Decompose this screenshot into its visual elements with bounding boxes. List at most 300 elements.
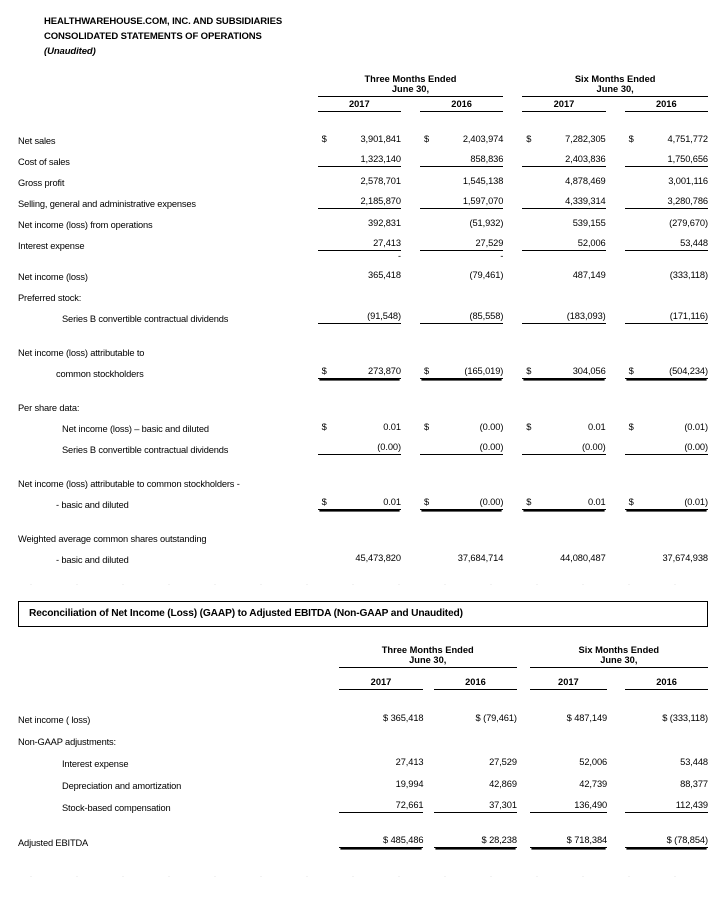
value-cell bbox=[522, 434, 605, 455]
row-label: Interest expense bbox=[18, 241, 85, 251]
column-header-year bbox=[530, 668, 607, 690]
header-gap bbox=[503, 74, 522, 84]
header-spacer bbox=[18, 74, 318, 84]
column-gap bbox=[503, 251, 522, 261]
value-cell bbox=[434, 703, 517, 725]
value-cell bbox=[530, 725, 607, 747]
row-spacer bbox=[18, 510, 708, 523]
value-text: 1,750,656 bbox=[667, 154, 708, 164]
column-header-year bbox=[522, 97, 605, 112]
value-text: (0.00) bbox=[684, 442, 708, 452]
currency-symbol: $ bbox=[628, 366, 634, 376]
value-box bbox=[318, 270, 401, 282]
column-gap bbox=[401, 251, 420, 261]
value-box bbox=[318, 134, 401, 146]
row-label: Series B convertible contractual dividends bbox=[62, 445, 229, 455]
column-gap bbox=[401, 358, 420, 379]
row-label: Net income (loss) attributable to bbox=[18, 348, 145, 358]
value-text: (0.01) bbox=[684, 497, 708, 507]
column-gap bbox=[606, 468, 625, 489]
audit-status: (Unaudited) bbox=[44, 46, 96, 57]
value-box bbox=[318, 154, 401, 167]
row-label: Interest expense bbox=[62, 759, 129, 769]
value-cell bbox=[318, 261, 401, 282]
value-text: 0.01 bbox=[587, 422, 606, 432]
column-gap bbox=[401, 209, 420, 230]
column-gap bbox=[503, 230, 522, 251]
column-gap bbox=[606, 282, 625, 303]
column-gap bbox=[606, 303, 625, 324]
value-text: 7,282,305 bbox=[565, 134, 606, 144]
value-text: (78,854) bbox=[674, 835, 708, 845]
value-text: 2,403,974 bbox=[462, 134, 504, 144]
value-cell bbox=[420, 392, 503, 413]
value-text: 52,006 bbox=[579, 757, 608, 767]
column-gap bbox=[606, 167, 625, 188]
value-text: (0.00) bbox=[479, 442, 504, 452]
value-box bbox=[420, 311, 503, 324]
value-cell bbox=[420, 282, 503, 303]
value-cell bbox=[420, 209, 503, 230]
value-cell bbox=[625, 523, 708, 544]
value-text: 45,473,820 bbox=[355, 553, 401, 563]
column-gap bbox=[503, 188, 522, 209]
header-gap bbox=[517, 668, 530, 690]
value-text: 2,185,870 bbox=[360, 196, 401, 206]
value-cell bbox=[318, 146, 401, 167]
value-text: 53,448 bbox=[680, 757, 708, 767]
column-header-year bbox=[318, 97, 401, 112]
header-spacer bbox=[18, 84, 318, 97]
value-box bbox=[420, 154, 503, 167]
value-cell bbox=[420, 167, 503, 188]
row-label: Net income (loss) – basic and diluted bbox=[62, 424, 209, 434]
value-box bbox=[318, 497, 401, 510]
value-text: 27,529 bbox=[475, 238, 504, 248]
currency-symbol: $ bbox=[662, 713, 668, 723]
column-gap bbox=[607, 769, 625, 791]
value-cell bbox=[522, 230, 605, 251]
column-gap bbox=[401, 544, 420, 565]
value-cell bbox=[420, 337, 503, 358]
value-cell bbox=[625, 337, 708, 358]
value-text: 392,831 bbox=[368, 218, 401, 228]
value-cell bbox=[420, 125, 503, 146]
column-group-period-label: June 30, bbox=[530, 655, 708, 668]
currency-symbol: $ bbox=[423, 366, 430, 376]
value-box bbox=[434, 835, 517, 848]
value-cell bbox=[420, 303, 503, 324]
value-text: 19,994 bbox=[395, 779, 424, 789]
value-text: 2,578,701 bbox=[360, 176, 401, 186]
value-cell bbox=[420, 358, 503, 379]
value-text: 3,901,841 bbox=[360, 134, 401, 144]
value-box bbox=[318, 442, 401, 455]
column-gap bbox=[503, 282, 522, 303]
column-header-year-label: 2017 bbox=[339, 677, 424, 690]
currency-symbol: $ bbox=[475, 713, 481, 723]
dash-marker: - bbox=[397, 251, 401, 261]
column-gap bbox=[606, 413, 625, 434]
column-gap bbox=[606, 146, 625, 167]
value-box bbox=[625, 176, 708, 188]
value-box bbox=[522, 176, 605, 188]
value-text: (504,234) bbox=[669, 366, 708, 376]
value-box bbox=[625, 497, 708, 510]
currency-symbol: $ bbox=[423, 497, 430, 507]
value-box bbox=[420, 366, 503, 379]
value-box bbox=[420, 553, 503, 565]
value-cell bbox=[420, 188, 503, 209]
row-label: Net income (loss) attributable to common stockholders - bbox=[18, 479, 240, 489]
value-box bbox=[625, 238, 708, 251]
value-box bbox=[434, 779, 517, 791]
value-text: (171,116) bbox=[669, 311, 708, 321]
column-gap bbox=[503, 167, 522, 188]
column-group-three-months: Three Months Ended bbox=[381, 645, 474, 655]
value-cell bbox=[625, 282, 708, 303]
currency-symbol: $ bbox=[526, 422, 532, 432]
currency-symbol: $ bbox=[383, 713, 389, 723]
reconciliation-banner-title: Reconciliation of Net Income (Loss) (GAAP) to Adjusted EBITDA (Non-GAAP and Unaudited) bbox=[29, 608, 463, 619]
row-spacer bbox=[18, 112, 708, 125]
value-cell bbox=[420, 468, 503, 489]
value-box bbox=[530, 800, 607, 813]
value-box bbox=[522, 311, 605, 324]
column-gap bbox=[423, 826, 434, 848]
value-cell bbox=[522, 544, 605, 565]
value-cell bbox=[318, 523, 401, 544]
value-text: (0.00) bbox=[581, 442, 606, 452]
value-box bbox=[318, 553, 401, 565]
value-cell bbox=[318, 303, 401, 324]
column-group-six-months: Six Months Ended bbox=[578, 645, 660, 655]
value-box bbox=[625, 553, 708, 565]
value-text: 4,339,314 bbox=[565, 196, 606, 206]
column-group-six-months-period bbox=[530, 655, 708, 668]
column-group-six-months: Six Months Ended bbox=[574, 74, 656, 84]
statement-title: CONSOLIDATED STATEMENTS OF OPERATIONS bbox=[44, 31, 262, 42]
value-cell bbox=[522, 413, 605, 434]
value-text: 2,403,836 bbox=[565, 154, 606, 164]
value-box bbox=[625, 366, 708, 379]
column-gap bbox=[606, 125, 625, 146]
value-cell bbox=[522, 489, 605, 510]
column-gap bbox=[401, 468, 420, 489]
column-gap bbox=[401, 146, 420, 167]
value-box bbox=[530, 835, 607, 848]
value-box bbox=[625, 422, 708, 434]
value-cell bbox=[522, 146, 605, 167]
value-box bbox=[420, 422, 503, 434]
column-gap bbox=[401, 523, 420, 544]
value-box bbox=[318, 366, 401, 379]
value-text: 37,674,938 bbox=[662, 553, 708, 563]
value-cell bbox=[625, 392, 708, 413]
row-label: Net income ( loss) bbox=[18, 715, 91, 725]
value-cell bbox=[420, 489, 503, 510]
column-gap bbox=[606, 523, 625, 544]
value-cell bbox=[318, 392, 401, 413]
row-label: Per share data: bbox=[18, 403, 80, 413]
value-cell bbox=[522, 125, 605, 146]
column-gap bbox=[423, 769, 434, 791]
value-cell bbox=[339, 769, 424, 791]
row-label: Net sales bbox=[18, 136, 56, 146]
value-box bbox=[625, 835, 708, 848]
value-box bbox=[625, 154, 708, 167]
value-text: (79,461) bbox=[483, 713, 517, 723]
value-box bbox=[420, 442, 503, 455]
dash-marker bbox=[625, 251, 708, 261]
value-box bbox=[339, 779, 424, 791]
value-cell bbox=[522, 523, 605, 544]
value-text: (0.01) bbox=[684, 422, 708, 432]
column-group-period-label: June 30, bbox=[318, 84, 504, 97]
value-cell bbox=[420, 230, 503, 251]
value-text: 1,323,140 bbox=[360, 154, 401, 164]
value-text: 304,056 bbox=[572, 366, 606, 376]
value-text: 0.01 bbox=[587, 497, 606, 507]
row-label: Depreciation and amortization bbox=[62, 781, 182, 791]
value-cell bbox=[625, 125, 708, 146]
value-cell bbox=[318, 167, 401, 188]
value-cell bbox=[339, 725, 424, 747]
value-box bbox=[625, 196, 708, 209]
value-box bbox=[339, 757, 424, 769]
value-cell bbox=[625, 489, 708, 510]
value-text: 42,869 bbox=[489, 779, 517, 789]
column-gap bbox=[607, 791, 625, 813]
row-label: - basic and diluted bbox=[56, 500, 129, 510]
column-header-year bbox=[625, 668, 708, 690]
column-gap bbox=[401, 230, 420, 251]
value-cell bbox=[420, 261, 503, 282]
column-gap bbox=[503, 523, 522, 544]
value-box bbox=[420, 218, 503, 230]
value-text: 27,413 bbox=[395, 757, 424, 767]
scan-artifact-divider bbox=[30, 876, 690, 877]
value-text: 37,301 bbox=[489, 800, 517, 810]
column-gap bbox=[606, 251, 625, 261]
column-gap bbox=[401, 303, 420, 324]
column-gap bbox=[423, 703, 434, 725]
column-header-year-label: 2016 bbox=[625, 677, 708, 690]
header-gap bbox=[401, 97, 420, 112]
column-gap bbox=[401, 489, 420, 510]
value-text: 3,001,116 bbox=[668, 176, 708, 186]
column-header-year bbox=[434, 668, 517, 690]
value-box bbox=[420, 238, 503, 251]
value-box bbox=[625, 311, 708, 324]
value-box bbox=[434, 757, 517, 769]
value-text: 1,545,138 bbox=[462, 176, 504, 186]
value-cell bbox=[434, 791, 517, 813]
value-text: 27,529 bbox=[489, 757, 517, 767]
currency-symbol: $ bbox=[481, 835, 487, 845]
row-label: Weighted average common shares outstanding bbox=[18, 534, 207, 544]
value-cell bbox=[434, 747, 517, 769]
value-cell bbox=[318, 434, 401, 455]
column-gap bbox=[401, 261, 420, 282]
value-text: (333,118) bbox=[669, 270, 708, 280]
value-text: (85,558) bbox=[469, 311, 504, 321]
value-text: 858,836 bbox=[470, 154, 504, 164]
column-header-year bbox=[339, 668, 424, 690]
value-cell bbox=[625, 209, 708, 230]
value-cell bbox=[625, 188, 708, 209]
column-gap bbox=[606, 209, 625, 230]
value-text: 53,448 bbox=[680, 238, 708, 248]
value-cell bbox=[318, 337, 401, 358]
value-box bbox=[318, 218, 401, 230]
header-gap bbox=[607, 668, 625, 690]
value-cell bbox=[434, 826, 517, 848]
scan-artifact-divider bbox=[30, 584, 690, 585]
column-gap bbox=[607, 826, 625, 848]
value-text: 4,878,469 bbox=[565, 176, 606, 186]
row-label: - basic and diluted bbox=[56, 555, 129, 565]
column-gap bbox=[423, 791, 434, 813]
value-box bbox=[522, 154, 605, 167]
dash-marker bbox=[522, 251, 605, 261]
value-box bbox=[522, 270, 605, 282]
value-cell bbox=[522, 209, 605, 230]
value-cell bbox=[530, 769, 607, 791]
value-box bbox=[318, 422, 401, 434]
value-text: (79,461) bbox=[469, 270, 504, 280]
header-gap bbox=[517, 655, 530, 668]
value-cell bbox=[625, 769, 708, 791]
column-gap bbox=[517, 703, 530, 725]
adjusted-ebitda-table bbox=[18, 645, 708, 848]
currency-symbol: $ bbox=[383, 835, 389, 845]
row-label: common stockholders bbox=[56, 369, 144, 379]
value-text: 487,149 bbox=[574, 713, 608, 723]
value-cell bbox=[420, 434, 503, 455]
column-gap bbox=[517, 725, 530, 747]
column-gap bbox=[423, 725, 434, 747]
value-box bbox=[530, 713, 607, 725]
column-gap bbox=[607, 747, 625, 769]
value-cell bbox=[318, 282, 401, 303]
company-name: HEALTHWAREHOUSE.COM, INC. AND SUBSIDIARIES bbox=[44, 16, 283, 27]
column-group-three-months: Three Months Ended bbox=[364, 74, 457, 84]
value-cell bbox=[434, 769, 517, 791]
column-gap bbox=[503, 413, 522, 434]
value-cell bbox=[625, 747, 708, 769]
value-cell bbox=[522, 261, 605, 282]
value-text: (183,093) bbox=[566, 311, 606, 321]
column-group-six-months-period bbox=[522, 84, 708, 97]
column-gap bbox=[503, 358, 522, 379]
value-cell bbox=[318, 358, 401, 379]
value-text: (91,548) bbox=[367, 311, 401, 321]
value-cell bbox=[625, 303, 708, 324]
currency-symbol: $ bbox=[566, 713, 572, 723]
column-gap bbox=[606, 337, 625, 358]
row-spacer bbox=[18, 251, 318, 261]
value-cell bbox=[318, 125, 401, 146]
row-label: Adjusted EBITDA bbox=[18, 838, 89, 848]
value-box bbox=[420, 176, 503, 188]
value-cell bbox=[530, 747, 607, 769]
row-label: Gross profit bbox=[18, 178, 65, 188]
value-cell bbox=[318, 489, 401, 510]
currency-symbol: $ bbox=[423, 422, 430, 432]
value-box bbox=[625, 800, 708, 813]
column-header-year-label: 2017 bbox=[318, 99, 401, 112]
value-text: 365,418 bbox=[368, 270, 401, 280]
document-heading bbox=[44, 14, 282, 59]
column-header-year bbox=[625, 97, 708, 112]
value-cell bbox=[434, 725, 517, 747]
column-gap bbox=[517, 826, 530, 848]
value-text: 273,870 bbox=[368, 366, 401, 376]
column-gap bbox=[606, 261, 625, 282]
value-box bbox=[522, 497, 605, 510]
value-text: (0.00) bbox=[377, 442, 401, 452]
currency-symbol: $ bbox=[666, 835, 672, 845]
value-cell bbox=[522, 468, 605, 489]
value-cell bbox=[318, 413, 401, 434]
value-cell bbox=[420, 523, 503, 544]
column-gap bbox=[606, 392, 625, 413]
row-label: Series B convertible contractual dividends bbox=[62, 314, 229, 324]
header-gap bbox=[503, 97, 522, 112]
consolidated-operations-table bbox=[18, 74, 708, 565]
value-text: 4,751,772 bbox=[667, 134, 708, 144]
value-cell bbox=[339, 747, 424, 769]
value-text: 487,149 bbox=[572, 270, 606, 280]
column-header-year-label: 2017 bbox=[522, 99, 605, 112]
value-box bbox=[318, 238, 401, 251]
value-text: 112,439 bbox=[675, 800, 708, 810]
column-gap bbox=[503, 337, 522, 358]
value-box bbox=[625, 713, 708, 725]
value-text: (0.00) bbox=[479, 497, 504, 507]
value-cell bbox=[625, 826, 708, 848]
value-cell bbox=[339, 703, 424, 725]
value-box bbox=[318, 196, 401, 209]
column-gap bbox=[606, 358, 625, 379]
column-gap bbox=[517, 769, 530, 791]
value-box bbox=[420, 497, 503, 510]
value-cell bbox=[625, 261, 708, 282]
column-gap bbox=[606, 489, 625, 510]
value-text: 88,377 bbox=[680, 779, 708, 789]
row-label: Stock-based compensation bbox=[62, 803, 171, 813]
value-box bbox=[625, 779, 708, 791]
value-text: 1,597,070 bbox=[462, 196, 504, 206]
value-cell bbox=[318, 188, 401, 209]
currency-symbol: $ bbox=[526, 134, 532, 144]
currency-symbol: $ bbox=[321, 134, 327, 144]
row-label: Net income (loss) from operations bbox=[18, 220, 153, 230]
value-text: 485,486 bbox=[390, 835, 424, 845]
value-box bbox=[339, 800, 424, 813]
value-cell bbox=[625, 413, 708, 434]
value-text: (0.00) bbox=[479, 422, 504, 432]
value-cell bbox=[420, 413, 503, 434]
header-spacer bbox=[18, 645, 339, 655]
value-text: 28,238 bbox=[489, 835, 517, 845]
value-cell bbox=[318, 209, 401, 230]
column-gap bbox=[606, 188, 625, 209]
column-gap bbox=[503, 489, 522, 510]
value-text: 42,739 bbox=[579, 779, 608, 789]
column-group-three-months-period bbox=[318, 84, 504, 97]
